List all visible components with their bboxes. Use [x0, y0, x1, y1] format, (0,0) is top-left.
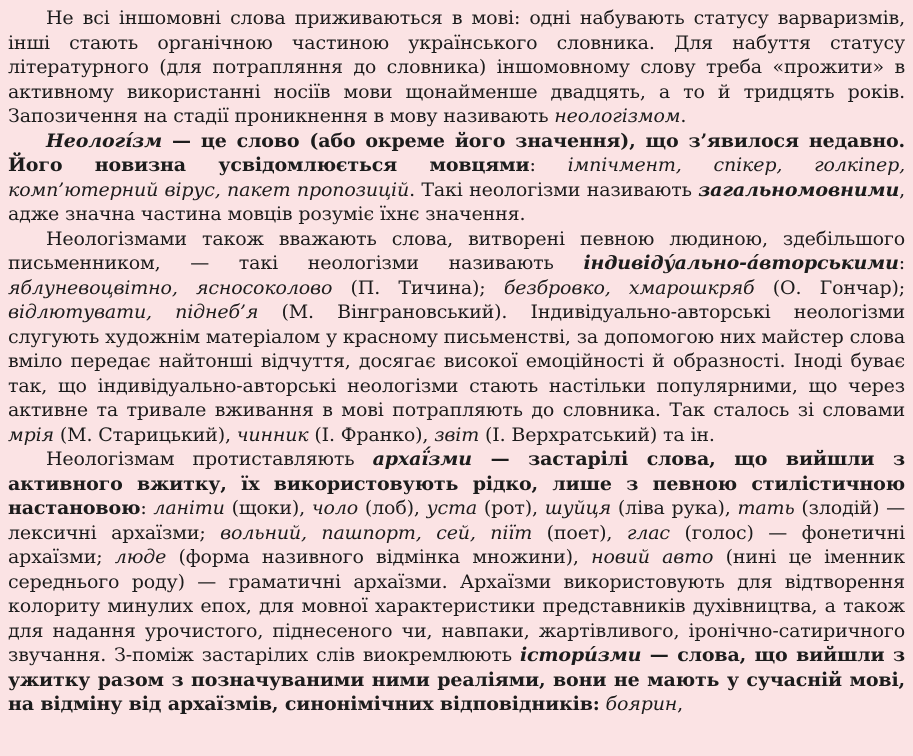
text-run: (П. Тичина);: [332, 276, 504, 299]
example-term: яблуневоцвітно, ясносоколово: [8, 276, 333, 299]
example-term: чоло: [311, 497, 359, 519]
key-term: істори́зми: [519, 644, 642, 666]
example-term: глас: [626, 521, 670, 544]
text-run: . Такі неологізми називають: [409, 178, 699, 201]
text-run: :: [140, 497, 154, 519]
paragraph-author-neologisms: [8, 227, 905, 448]
text-run: Неологізмами також вважають слова, витворені певною людиною, здебільшого письменником, — такі неологізми називають: [8, 227, 905, 274]
example-term: імпічмент, спікер, голкіпер, комп’ютерний вірус, пакет пропозицій: [8, 154, 906, 201]
example-term: звіт: [434, 423, 480, 446]
key-term: архаї́зми: [372, 448, 472, 470]
example-term: боярин: [605, 693, 678, 715]
text-run: (М. Вінграновський). Індивідуально-авторські неологізми слугують художнім матеріалом у красному письменстві, за допомогою них майстер слова вміло передає найтонші відчуття, досягає високої емоційності й образності. Іноді буває так, що індивідуально-авторські неологізми стають настільки популярними, що через активне та тривале вживання в мові потрапляють до словника. Так сталось зі словами: [8, 301, 905, 421]
text-run: :: [529, 154, 568, 176]
text-run: (поет),: [532, 521, 627, 544]
text-run: (нині це іменник середнього роду) — граматичні архаїзми. Архаїзми використовують для відтворення колориту минулих епох, для мовної характеристики представників духівництва, а також для надання урочистого, піднесеного чи, навпаки, жартівливого, іронічно-сатиричного звучання. З-поміж застарілих слів виокремлюють: [8, 546, 905, 666]
example-term: уста: [426, 497, 478, 519]
text-run: .: [680, 105, 687, 127]
text-run: (М. Старицький),: [53, 423, 237, 446]
example-term: відлютувати, піднеб’я: [8, 301, 259, 323]
example-term: ланіти: [153, 497, 225, 519]
text-run: (І. Франко),: [308, 423, 435, 446]
text-run: (рот),: [477, 497, 545, 519]
definition-text: — застарілі слова, що вийшли з активного вжитку, їх використовують рідко, лише з певною стилістичною настановою: [8, 448, 905, 519]
paragraph-archaisms: [8, 447, 905, 717]
example-term: мрія: [8, 423, 54, 446]
example-term: шуйця: [544, 497, 612, 519]
text-run: (І. Верхратський) та ін.: [479, 423, 715, 446]
text-run: (О. Гончар);: [754, 276, 905, 299]
example-term: новий авто: [591, 546, 714, 568]
text-run: Не всі іншомовні слова приживаються в мові: одні набувають статусу варваризмів, інші стають органічною частиною українського словника. Для набуття статусу літературного (для потрапляння до словника) іншомовному слову треба «прожити» в активному використанні носіїв мови щонайменше двадцять, а то й тридцять років. Запозичення на стадії проникнення в мову називають: [8, 7, 905, 127]
text-run: (форма називного відмінка множини),: [166, 546, 592, 568]
key-term: індивіду́ально-а́вторськими: [583, 252, 899, 274]
text-run: :: [898, 252, 905, 274]
text-run: (лоб),: [358, 497, 427, 519]
definition-text: — слова, що вийшли з ужитку разом з позначуваними ними реаліями, вони не мають у сучасній мові, на відміну від архаїзмів, синонімічних відповідників:: [8, 644, 905, 715]
example-term: вольний, пашпорт, сей, піїт: [220, 521, 533, 544]
text-run: Неологізмам протиставляють: [46, 448, 373, 470]
definition-text: — це слово (або окреме його значення), що з’явилося недавно. Його новизна усвідомлюється мовцями: [8, 129, 905, 176]
example-term: безбровко, хмарошкряб: [503, 276, 755, 299]
text-run: , адже значна частина мовців розуміє їхнє значення.: [8, 178, 905, 225]
text-run: (голос) — фонетичні архаїзми;: [8, 521, 906, 568]
example-term: люде: [114, 546, 167, 568]
text-run: (ліва рука),: [611, 497, 738, 519]
text-run: ,: [677, 693, 684, 715]
example-term: неологізмом: [554, 105, 681, 127]
text-run: (щоки),: [224, 497, 312, 519]
paragraph-neologism-definition: [8, 129, 905, 227]
key-term: Неологі́зм: [46, 129, 163, 152]
example-term: чинник: [236, 423, 309, 446]
example-term: тать: [737, 497, 795, 519]
key-term: загальномовними: [698, 178, 900, 201]
text-run: (злодій) — лексичні архаїзми;: [8, 497, 905, 544]
paragraph-intro: [8, 6, 905, 129]
